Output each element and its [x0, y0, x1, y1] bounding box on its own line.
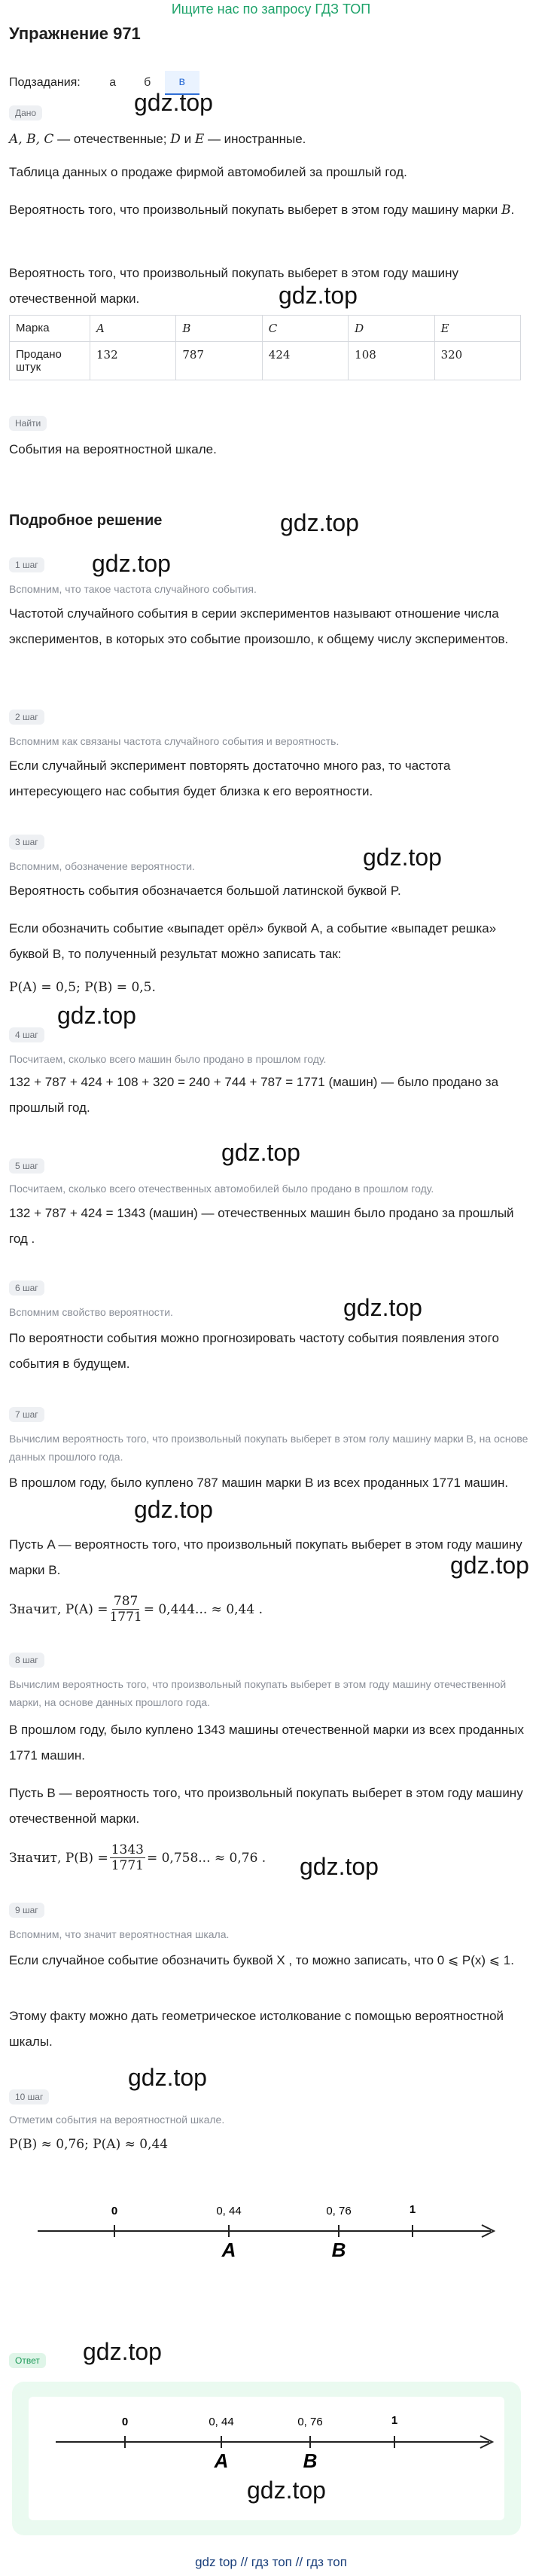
tab-a[interactable]: а — [109, 76, 117, 89]
sales-table — [9, 315, 521, 380]
scale-label: 0, 44 — [216, 2205, 242, 2217]
step-hint: Вспомним, что такое частота случайного события. — [9, 583, 257, 595]
table-cell: B — [176, 316, 262, 342]
find-text: События на вероятностной шкале. — [9, 442, 217, 456]
step-pill: 7 шаг — [9, 1407, 44, 1422]
step-formula: P(B) ≈ 0,76; P(A) ≈ 0,44 — [9, 2137, 169, 2152]
table-cell: 108 — [349, 342, 434, 380]
page-title: Упражнение 971 — [9, 24, 141, 43]
table-cell: 320 — [434, 342, 520, 380]
watermark: gdz.top — [83, 2338, 162, 2365]
given-line-2: Таблица данных о продаже фирмой автомобилей за прошлый год. — [9, 165, 407, 179]
scale-label: 0, 76 — [297, 2416, 323, 2428]
watermark: gdz.top — [57, 1002, 136, 1029]
given-pill: Дано — [9, 105, 42, 121]
step-text: 132 + 787 + 424 = 1343 (машин) — отечественных машин было продано за прошлый год . — [9, 1206, 514, 1246]
step-hint: Вспомним как связаны частота случайного события и вероятность. — [9, 735, 340, 747]
step-text: Пусть A — вероятность того, что произвольный покупать выберет в этом году машину марки B. — [9, 1537, 522, 1577]
step-hint: Вспомним, обозначение вероятности. — [9, 860, 195, 872]
watermark: gdz.top — [92, 550, 171, 577]
answer-probability-scale — [29, 2397, 504, 2487]
table-cell: Марка — [10, 316, 90, 342]
answer-inner — [29, 2397, 504, 2520]
table-row — [10, 316, 521, 342]
scale-label: 0 — [121, 2416, 129, 2428]
step-text: Пусть B — вероятность того, что произвольный покупать выберет в этом году машину отечественной марки. — [9, 1786, 523, 1826]
event-label-b: B — [303, 2449, 318, 2472]
step-formula: P(A) = 0,5; P(B) = 0,5. — [9, 980, 156, 995]
tab-v[interactable]: в — [165, 71, 199, 95]
table-row — [10, 342, 521, 380]
scale-label: 0 — [111, 2205, 118, 2217]
watermark: gdz.top — [300, 1853, 379, 1880]
watermark: gdz.top — [280, 509, 359, 536]
scale-label: 0, 76 — [326, 2205, 352, 2217]
step-text: Если обозначить событие «выпадет орёл» буквой A, а событие «выпадет решка» буквой B, то полученный результат можно записать так: — [9, 921, 497, 961]
tab-b[interactable]: б — [144, 76, 151, 89]
given-line-3: Вероятность того, что произвольный покупать выберет в этом году машину марки B. — [9, 203, 515, 218]
watermark: gdz.top — [363, 844, 442, 871]
step-pill: 6 шаг — [9, 1280, 44, 1296]
table-cell: C — [262, 316, 348, 342]
table-cell: A — [90, 316, 176, 342]
step-hint: Посчитаем, сколько всего отечественных автомобилей было продано в прошлом году. — [9, 1183, 434, 1195]
step-pill: 3 шаг — [9, 835, 44, 850]
step-text: 132 + 787 + 424 + 108 + 320 = 240 + 744 + 787 = 1771 (машин) — было продано за прошлый год. — [9, 1075, 499, 1115]
table-cell: 424 — [262, 342, 348, 380]
scale-label: 1 — [391, 2414, 398, 2427]
step-pill: 4 шаг — [9, 1027, 44, 1042]
step-pill: 9 шаг — [9, 1903, 44, 1918]
step-text: Если случайный эксперимент повторять достаточно много раз, то частота интересующего нас события будет близка к его вероятности. — [9, 758, 451, 798]
table-cell: E — [434, 316, 520, 342]
scale-label: 0, 44 — [209, 2416, 234, 2428]
given-line-4: Вероятность того, что произвольный покупать выберет в этом году машину отечественной марки. — [9, 266, 459, 306]
step-text: Этому факту можно дать геометрическое истолкование с помощью вероятностной шкалы. — [9, 2009, 504, 2049]
watermark: gdz.top — [343, 1294, 422, 1321]
subtask-tabs — [9, 71, 542, 95]
watermark: gdz.top — [221, 1139, 300, 1166]
event-label-b: B — [331, 2239, 346, 2261]
step-hint: Вспомним, что значит вероятностная шкала. — [9, 1928, 230, 1940]
probability-scale — [30, 2199, 504, 2275]
subtasks-label: Подзадания: — [9, 76, 81, 89]
watermark: gdz.top — [247, 2477, 326, 2504]
step-pill: 8 шаг — [9, 1653, 44, 1668]
step-text: В прошлом году, было куплено 787 машин марки B из всех проданных 1771 машин. — [9, 1476, 509, 1490]
event-label-a: A — [221, 2239, 236, 2261]
step-hint: Отметим события на вероятностной шкале. — [9, 2114, 225, 2126]
find-pill: Найти — [9, 416, 47, 431]
watermark: gdz.top — [134, 1496, 213, 1523]
footer-links[interactable]: gdz top // гдз топ // гдз топ — [195, 2555, 347, 2569]
table-cell: D — [349, 316, 434, 342]
answer-pill: Ответ — [9, 2353, 46, 2368]
step-formula: Значит, P(B) = $\frac{1343}{1771}$ = 0,758... ≈ 0,76 . — [9, 1842, 266, 1873]
watermark: gdz.top — [128, 2064, 207, 2091]
answer-box — [12, 2382, 521, 2535]
table-cell: 132 — [90, 342, 176, 380]
watermark: gdz.top — [450, 1552, 529, 1579]
event-label-a: A — [214, 2449, 229, 2472]
step-pill: 10 шаг — [9, 2089, 49, 2104]
step-pill: 5 шаг — [9, 1158, 44, 1174]
step-hint: Посчитаем, сколько всего машин было продано в прошлом году. — [9, 1053, 327, 1065]
scale-label: 1 — [409, 2203, 416, 2216]
solution-title: Подробное решение — [9, 512, 163, 529]
step-text: В прошлом году, было куплено 1343 машины отечественной марки из всех проданных 1771 машин. — [9, 1723, 524, 1763]
step-pill: 2 шаг — [9, 710, 44, 725]
step-formula: Значит, P(A) = $\frac{787}{1771}$ = 0,444... ≈ 0,44 . — [9, 1594, 263, 1625]
step-text: Вероятность события обозначается большой латинской буквой P. — [9, 884, 401, 898]
step-pill: 1 шаг — [9, 557, 44, 572]
watermark: gdz.top — [279, 282, 358, 309]
step-hint: Вычислим вероятность того, что произвольный покупать выберет в этом году машину отечественной марки, на основе данных прошлого года. — [9, 1678, 507, 1708]
watermark: gdz.top — [134, 89, 213, 116]
search-banner[interactable]: Ищите нас по запросу ГДЗ ТОП — [171, 2, 371, 17]
table-cell: Продано штук — [10, 342, 90, 380]
step-text: Если случайное событие обозначить буквой X , то можно записать, что 0 ⩽ P(x) ⩽ 1. — [9, 1953, 514, 1967]
step-hint: Вычислим вероятность того, что произвольный покупать выберет в этом голу машину марки B, на основе данных прошлого года. — [9, 1433, 528, 1463]
table-cell: 787 — [176, 342, 262, 380]
step-hint: Вспомним свойство вероятности. — [9, 1306, 173, 1318]
step-text: По вероятности события можно прогнозировать частоту события появления этого события в будущем. — [9, 1331, 499, 1371]
step-text: Частотой случайного события в серии экспериментов называют отношение числа экспериментов, в которых это событие произошло, к общему числу экспериментов. — [9, 606, 509, 646]
given-line-1: A, B, C — отечественные; D и E — иностранные. — [9, 132, 306, 147]
